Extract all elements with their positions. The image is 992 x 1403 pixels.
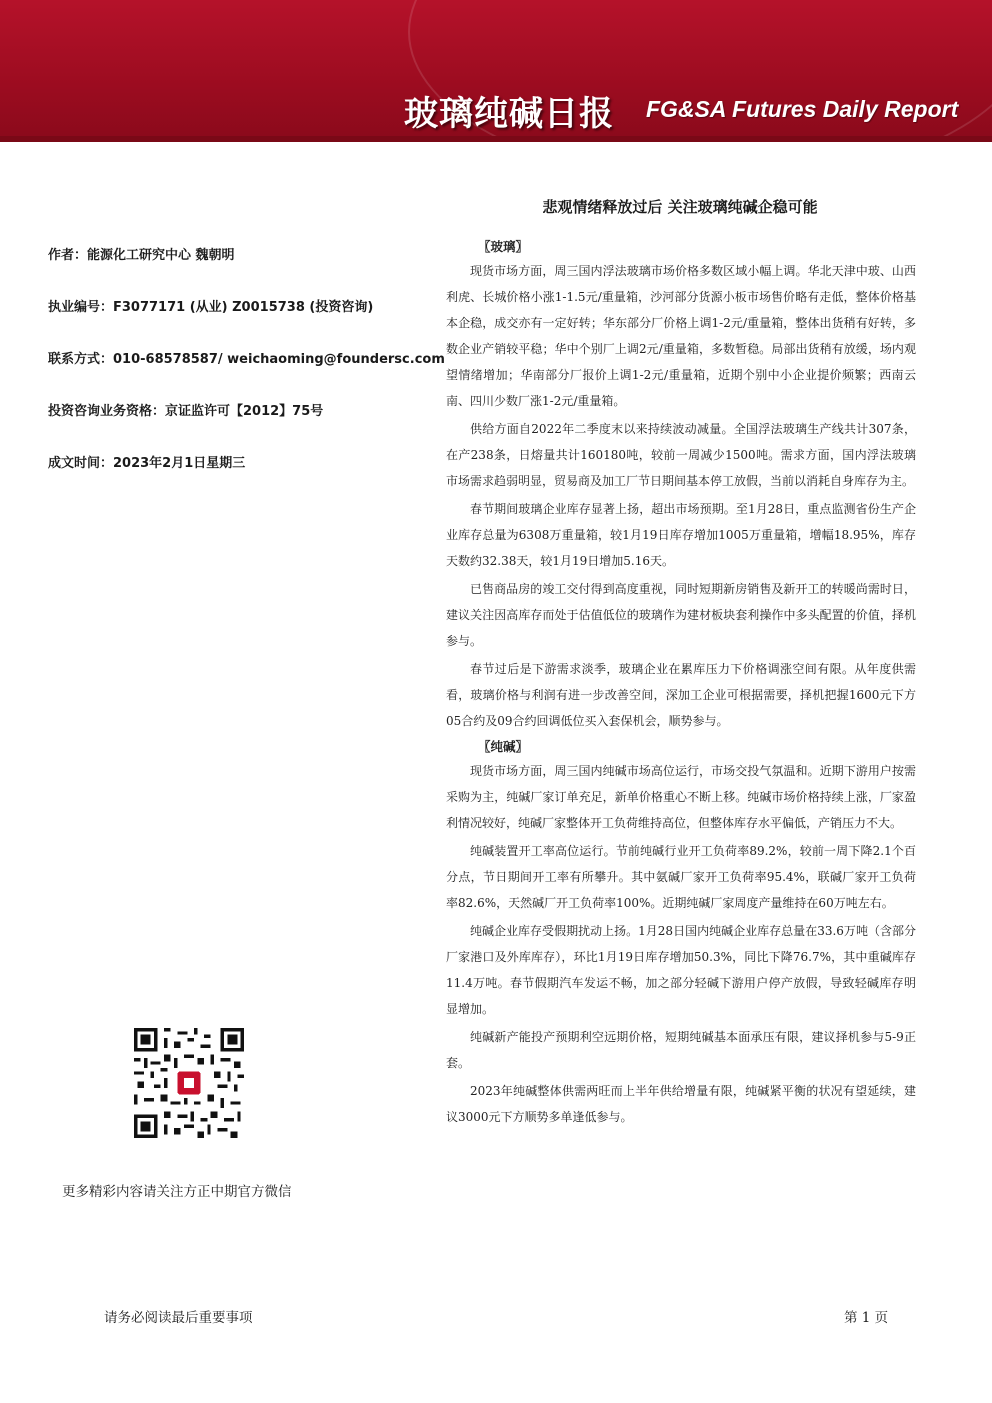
glass-paragraph: 春节过后是下游需求淡季，玻璃企业在累库压力下价格调涨空间有限。从年度供需看，玻璃价格与利润有进一步改善空间，深加工企业可根据需要，择机把握1600元下方05合约及09合约回调低位买入套保机会，顺势参与。 xyxy=(446,662,916,728)
report-body xyxy=(446,236,916,1132)
banner-bottom-stripe xyxy=(0,136,992,142)
glass-paragraph: 已售商品房的竣工交付得到高度重视，同时短期新房销售及新开工的转暖尚需时日，建议关注因高库存而处于估值低位的玻璃作为建材板块套利操作中多头配置的价值，择机参与。 xyxy=(446,582,916,648)
date-line: 成文时间：2023年2月1日星期三 xyxy=(48,456,246,471)
report-title-cn: 玻璃纯碱日报 xyxy=(404,94,614,134)
soda-paragraph: 纯碱企业库存受假期扰动上扬。1月28日国内纯碱企业库存总量在33.6万吨（含部分厂家港口及外库库存），环比1月19日库存增加50.3%，同比下降76.7%，其中重碱库存11.4万吨。春节假期汽车发运不畅，加之部分轻碱下游用户停产放假，导致轻碱库存明显增加。 xyxy=(446,924,916,1016)
glass-paragraph: 供给方面自2022年二季度末以来持续波动减量。全国浮法玻璃生产线共计307条，在产238条，日熔量共计160180吨，较前一周减少1500吨。需求方面，国内浮法玻璃市场需求趋弱明显，贸易商及加工厂节日期间基本停工放假，当前以消耗自身库存为主。 xyxy=(446,422,916,488)
qr-caption: 更多精彩内容请关注方正中期官方微信 xyxy=(62,1184,292,1200)
header-banner xyxy=(0,0,992,142)
glass-paragraph: 春节期间玻璃企业库存显著上扬，超出市场预期。至1月28日，重点监测省份生产企业库存总量为6308万重量箱，较1月19日库存增加1005万重量箱，增幅18.95%，库存天数约32.38天，较1月19日增加5.16天。 xyxy=(446,502,916,568)
soda-paragraph: 2023年纯碱整体供需两旺而上半年供给增量有限，纯碱紧平衡的状况有望延续，建议3000元下方顺势多单逢低参与。 xyxy=(446,1084,916,1124)
soda-paragraph: 纯碱装置开工率高位运行。节前纯碱行业开工负荷率89.2%，较前一周下降2.1个百分点，节日期间开工率有所攀升。其中氨碱厂家开工负荷率95.4%，联碱厂家开工负荷率82.6%，天然碱厂开工负荷率100%。近期纯碱厂家周度产量维持在60万吨左右。 xyxy=(446,844,916,910)
soda-paragraph: 纯碱新产能投产预期利空远期价格，短期纯碱基本面承压有限，建议择机参与5-9正套。 xyxy=(446,1030,916,1070)
section-title-glass: 〖玻璃〗 xyxy=(478,239,529,254)
glass-paragraph: 现货市场方面，周三国内浮法玻璃市场价格多数区域小幅上调。华北天津中玻、山西利虎、长城价格小涨1-1.5元/重量箱，沙河部分货源小板市场售价略有走低，整体价格基本企稳，成交亦有一定好转；华东部分厂价格上调1-2元/重量箱，整体出货稍有好转，多数企业产销较平稳；华中个别厂上调2元/重量箱，多数暂稳。局部出货稍有放缓，场内观望情绪增加；华南部分厂报价上调1-2元/重量箱，近期个别中小企业提价频繁；西南云南、四川少数厂涨1-2元/重量箱。 xyxy=(446,264,916,408)
qr-code-icon xyxy=(134,1028,244,1138)
soda-paragraph: 现货市场方面，周三国内纯碱市场高位运行，市场交投气氛温和。近期下游用户按需采购为主，纯碱厂家订单充足，新单价格重心不断上移。纯碱市场价格持续上涨，厂家盈利情况较好，纯碱厂家整体开工负荷维持高位，但整体库存水平偏低，产销压力不大。 xyxy=(446,764,916,830)
qualification-line: 投资咨询业务资格：京证监许可【2012】75号 xyxy=(48,404,324,419)
author-line: 作者：能源化工研究中心 魏朝明 xyxy=(48,248,235,263)
contact-line: 联系方式：010-68578587/ weichaoming@foundersc.com xyxy=(48,352,445,367)
page-number: 第 1 页 xyxy=(844,1310,889,1326)
report-title-en: FG&SA Futures Daily Report xyxy=(646,96,959,122)
license-number-line: 执业编号：F3077171 (从业) Z0015738 (投资咨询) xyxy=(48,300,374,315)
article-headline: 悲观情绪释放过后 关注玻璃纯碱企稳可能 xyxy=(542,198,818,216)
footer-notice: 请务必阅读最后重要事项 xyxy=(104,1310,253,1326)
section-title-soda: 〖纯碱〗 xyxy=(478,739,529,754)
